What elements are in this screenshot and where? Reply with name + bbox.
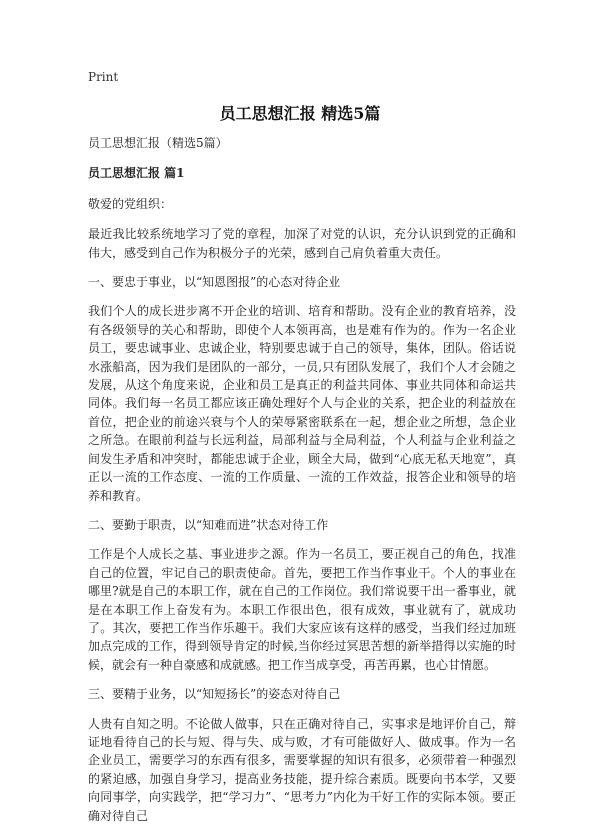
document-subtitle: 员工思想汇报（精选5篇） [88,136,228,150]
point-heading-1: 一、要忠于事业，以“知恩图报”的心态对待企业 [88,275,341,290]
point-heading-2: 二、要勤于职责，以“知难而进”状态对待工作 [88,517,329,532]
paragraph-intro: 最近我比较系统地学习了党的章程，加深了对党的认识，充分认识到党的正确和伟大，感受到自己作为积极分子的光荣，感到自己肩负着重大责任。 [88,227,516,260]
document-title: 员工思想汇报 精选5篇 [219,104,381,123]
print-link[interactable]: Print [88,70,119,84]
paragraph-point-1: 我们个人的成长进步离不开企业的培训、培育和帮助。没有企业的教育培养，没有各级领导的关心和帮助，即使个人本领再高，也是难有作为的。作为一名企业员工，要忠诚事业、忠诚企业，特别要忠诚于自己的领导，集体，团队。俗话说水涨船高，因为我们是团队的一部分，一员,只有团队发展了，我们个人才会随之发展，从这个角度来说，企业和员工是真正的利益共同体、事业共同体和命运共同体。我们每一名员工都应该正确处理好个人与企业的关系，把企业的利益放在首位，把企业的前途兴衰与个人的荣辱紧密联系在一起，想企业之所想，急企业之所急。在眼前利益与长远利益，局部利益与全局利益，个人利益与企业利益之间发生矛盾和冲突时，都能忠诚于企业，顾全大局，做到“心底无私天地宽”，真正以一流的工作态度、一流的工作质量、一流的工作效益，报答企业和领导的培养和教育。 [88,304,516,503]
document-body [88,134,516,836]
point-heading-3: 三、要精于业务，以“知短扬长”的姿态对待自己 [88,687,341,702]
section-heading: 员工思想汇报 篇1 [88,166,185,181]
salutation: 敬爱的党组织： [88,196,173,211]
paragraph-point-3: 人贵有自知之明。不论做人做事，只在正确对待自己，实事求是地评价自己，辩证地看待自己的长与短、得与失、成与败，才有可能做好人、做成事。作为一名企业员工，需要学习的东西有很多，需要掌握的知识有很多，必须带着一种强烈的紧迫感，加强自身学习，提高业务技能，提升综合素质。既要向书本学，又要向同事学，向实践学，把“学习力”、“思考力”内化为干好工作的实际本领。要正确对待自己 [88,716,516,823]
paragraph-point-2: 工作是个人成长之基、事业进步之源。作为一名员工，要正视自己的角色，找准自己的位置，牢记自己的职责使命。首先，要把工作当作事业干。个人的事业在哪里?就是自己的本职工作，就在自己的工作岗位。我们常说要干出一番事业，就是在本职工作上奋发有为。本职工作很出色，很有成效，事业就有了，就成功了。其次，要把工作当作乐趣干。我们大家应该有这样的感受，当我们经过加班加点完成的工作，得到领导肯定的时候,当你经过冥思苦想的新举措得以实施的时候，就会有一种自豪感和成就感。把工作当成享受，再苦再累，也心甘情愿。 [88,547,516,672]
